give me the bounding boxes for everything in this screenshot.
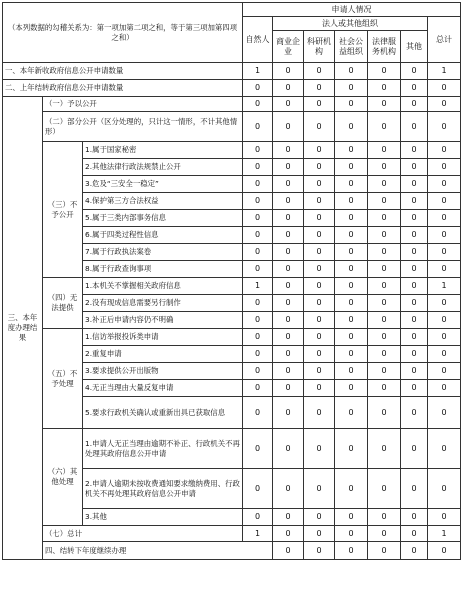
cell-value: 0 [335,329,368,346]
cell-value: 0 [243,176,273,193]
section-label-results: 三、本年度办理结果 [3,97,43,560]
cell-value: 0 [368,346,401,363]
row-label: 6.属于四类过程性信息 [83,227,243,244]
header-research: 科研机构 [304,31,335,63]
cell-value: 0 [273,176,304,193]
row-label: 3.补正后申请内容仍不明确 [83,312,243,329]
header-other: 其他 [401,31,428,63]
cell-value: 0 [428,542,461,560]
cell-value: 0 [401,193,428,210]
cell-value: 0 [401,363,428,380]
cell-value: 0 [335,193,368,210]
cell-value: 0 [335,429,368,469]
header-note: （本列数据的勾稽关系为：第一项加第二项之和，等于第三项加第四项之和） [3,3,243,63]
cell-value: 0 [368,112,401,142]
row-label: （二）部分公开（区分处理的，只计这一情形，不计其他情形） [43,112,243,142]
cell-value: 0 [335,97,368,112]
cell-value: 0 [273,542,304,560]
cell-value: 0 [368,509,401,526]
row-label: 5.要求行政机关确认或重新出具已获取信息 [83,397,243,429]
cell-value: 0 [368,159,401,176]
cell-value: 0 [304,244,335,261]
cell-value: 0 [428,227,461,244]
cell-value: 0 [335,312,368,329]
cell-value: 0 [335,244,368,261]
cell-value: 0 [428,312,461,329]
cell-value: 0 [428,380,461,397]
cell-value: 0 [304,210,335,227]
cell-value: 0 [243,244,273,261]
header-commercial: 商业企业 [273,31,304,63]
cell-value: 0 [335,542,368,560]
cell-value: 0 [335,63,368,80]
cell-value: 0 [335,278,368,295]
row-label: （一）予以公开 [43,97,243,112]
cell-value: 0 [368,227,401,244]
cell-value: 0 [273,397,304,429]
row-label: 四、结转下年度继续办理 [43,542,273,560]
cell-value: 0 [304,112,335,142]
cell-value: 0 [401,80,428,97]
table-row [3,526,461,542]
cell-value: 0 [304,278,335,295]
cell-value: 1 [243,526,273,542]
cell-value: 0 [335,227,368,244]
cell-value: 0 [243,312,273,329]
cell-value: 0 [401,210,428,227]
cell-value: 0 [304,363,335,380]
cell-value: 0 [428,295,461,312]
cell-value: 0 [304,227,335,244]
cell-value: 0 [273,244,304,261]
cell-value: 0 [428,509,461,526]
cell-value: 0 [368,193,401,210]
cell-value: 0 [428,363,461,380]
row-label: 2.申请人逾期未按收费通知要求缴纳费用、行政机关不再处理其政府信息公开申请 [83,469,243,509]
cell-value: 0 [401,227,428,244]
header-legal-service: 法律服务机构 [368,31,401,63]
cell-value: 0 [368,295,401,312]
cell-value: 0 [304,397,335,429]
header-applicant-situation: 申请人情况 [243,3,461,17]
row-label: 二、上年结转政府信息公开申请数量 [3,80,243,97]
cell-value: 0 [368,176,401,193]
row-label: 2.没有现成信息需要另行制作 [83,295,243,312]
cell-value: 0 [243,159,273,176]
cell-value: 0 [273,526,304,542]
cell-value: 0 [401,312,428,329]
cell-value: 0 [243,97,273,112]
cell-value: 0 [273,295,304,312]
cell-value: 0 [304,380,335,397]
cell-value: 0 [335,261,368,278]
cell-value: 0 [368,261,401,278]
row-label: 1.申请人无正当理由逾期不补正、行政机关不再处理其政府信息公开申请 [83,429,243,469]
row-label: 1.信访举报投诉类申请 [83,329,243,346]
cell-value: 0 [428,142,461,159]
cell-value: 0 [335,509,368,526]
cell-value: 0 [428,80,461,97]
cell-value: 0 [368,97,401,112]
cell-value: 0 [401,142,428,159]
cell-value: 0 [243,380,273,397]
cell-value: 0 [273,142,304,159]
cell-value: 0 [273,278,304,295]
cell-value: 0 [304,526,335,542]
header-legal-group: 法人或其他组织 [273,17,428,31]
cell-value: 0 [401,97,428,112]
cell-value: 0 [335,80,368,97]
cell-value: 0 [273,193,304,210]
cell-value: 0 [273,112,304,142]
cell-value: 0 [243,261,273,278]
cell-value: 0 [428,112,461,142]
row-label: 1.属于国家秘密 [83,142,243,159]
cell-value: 0 [304,80,335,97]
cell-value: 0 [401,397,428,429]
cell-value: 0 [401,542,428,560]
cell-value: 0 [304,295,335,312]
cell-value: 0 [428,469,461,509]
cell-value: 0 [401,346,428,363]
cell-value: 0 [401,380,428,397]
cell-value: 0 [243,346,273,363]
cell-value: 0 [273,469,304,509]
header-social: 社会公益组织 [335,31,368,63]
cell-value: 0 [368,80,401,97]
cell-value: 0 [304,329,335,346]
cell-value: 0 [368,380,401,397]
cell-value: 0 [335,363,368,380]
group-label-other-handling: （六）其他处理 [43,429,83,526]
cell-value: 0 [335,142,368,159]
cell-value: 0 [401,469,428,509]
cell-value: 0 [273,227,304,244]
header-natural-person: 自然人 [243,17,273,63]
cell-value: 0 [304,542,335,560]
cell-value: 0 [304,97,335,112]
cell-value: 0 [428,176,461,193]
cell-value: 0 [304,193,335,210]
cell-value: 0 [273,97,304,112]
cell-value: 0 [243,363,273,380]
table-row [3,63,461,80]
cell-value: 0 [368,329,401,346]
row-label: 3.危及“三安全一稳定” [83,176,243,193]
row-label: 一、本年新收政府信息公开申请数量 [3,63,243,80]
cell-value: 0 [368,278,401,295]
table-row [3,80,461,97]
row-label: 3.其他 [83,509,243,526]
cell-value: 0 [428,429,461,469]
cell-value: 0 [428,159,461,176]
group-label-not-processed: （五）不予处理 [43,329,83,429]
cell-value: 0 [304,312,335,329]
cell-value: 0 [368,469,401,509]
cell-value: 0 [335,397,368,429]
table-row [3,429,461,469]
cell-value: 1 [243,63,273,80]
cell-value: 0 [243,397,273,429]
cell-value: 0 [304,429,335,469]
cell-value: 0 [273,346,304,363]
row-label: 2.其他法律行政法规禁止公开 [83,159,243,176]
cell-value: 0 [243,329,273,346]
cell-value: 0 [401,295,428,312]
cell-value: 1 [428,526,461,542]
cell-value: 0 [401,329,428,346]
cell-value: 0 [428,244,461,261]
cell-value: 0 [273,363,304,380]
cell-value: 0 [335,159,368,176]
cell-value: 0 [401,509,428,526]
cell-value: 0 [304,63,335,80]
table-row [3,542,461,560]
cell-value: 0 [273,80,304,97]
cell-value: 0 [304,469,335,509]
cell-value: 0 [243,469,273,509]
row-label: 3.要求提供公开出版物 [83,363,243,380]
group-label-unavailable: （四）无法提供 [43,278,83,329]
cell-value: 0 [401,429,428,469]
cell-value: 0 [368,429,401,469]
cell-value: 0 [368,363,401,380]
disclosure-statistics-table [2,2,461,560]
row-label: 5.属于三类内部事务信息 [83,210,243,227]
cell-value: 0 [273,210,304,227]
header-total: 总计 [428,17,461,63]
row-label: 4.保护第三方合法权益 [83,193,243,210]
cell-value: 0 [368,244,401,261]
cell-value: 0 [368,63,401,80]
table-row [3,278,461,295]
table-row [3,112,461,142]
cell-value: 0 [273,261,304,278]
cell-value: 0 [428,397,461,429]
cell-value: 0 [273,159,304,176]
cell-value: 0 [243,429,273,469]
cell-value: 0 [428,329,461,346]
cell-value: 0 [304,159,335,176]
cell-value: 0 [401,63,428,80]
row-label: 1.本机关不掌握相关政府信息 [83,278,243,295]
cell-value: 0 [335,346,368,363]
table-row [3,142,461,159]
table-row [3,97,461,112]
cell-value: 0 [243,80,273,97]
cell-value: 0 [304,176,335,193]
row-label: 8.属于行政查询事项 [83,261,243,278]
cell-value: 0 [335,469,368,509]
cell-value: 0 [428,193,461,210]
cell-value: 0 [368,526,401,542]
cell-value: 0 [273,312,304,329]
cell-value: 0 [335,295,368,312]
cell-value: 0 [401,526,428,542]
cell-value: 0 [273,429,304,469]
cell-value: 0 [335,380,368,397]
row-label: 2.重复申请 [83,346,243,363]
cell-value: 0 [428,97,461,112]
cell-value: 0 [243,295,273,312]
cell-value: 0 [273,63,304,80]
group-label-withheld: （三）不予公开 [43,142,83,278]
cell-value: 0 [401,244,428,261]
cell-value: 0 [368,397,401,429]
cell-value: 0 [273,380,304,397]
cell-value: 0 [304,261,335,278]
cell-value: 0 [428,210,461,227]
row-label: 4.无正当理由大量反复申请 [83,380,243,397]
cell-value: 0 [368,210,401,227]
cell-value: 1 [243,278,273,295]
cell-value: 0 [304,142,335,159]
cell-value: 0 [243,210,273,227]
cell-value: 1 [428,278,461,295]
row-label: （七）总计 [43,526,243,542]
cell-value: 0 [304,346,335,363]
cell-value: 0 [243,112,273,142]
cell-value: 0 [401,112,428,142]
cell-value: 0 [243,193,273,210]
cell-value: 1 [428,63,461,80]
cell-value: 0 [368,542,401,560]
cell-value: 0 [304,509,335,526]
cell-value: 0 [335,210,368,227]
row-label: 7.属于行政执法案卷 [83,244,243,261]
cell-value: 0 [243,509,273,526]
cell-value: 0 [273,509,304,526]
cell-value: 0 [273,329,304,346]
cell-value: 0 [243,142,273,159]
cell-value: 0 [428,346,461,363]
cell-value: 0 [401,159,428,176]
cell-value: 0 [401,261,428,278]
table-row [3,329,461,346]
cell-value: 0 [428,261,461,278]
cell-value: 0 [335,526,368,542]
cell-value: 0 [401,176,428,193]
cell-value: 0 [243,227,273,244]
cell-value: 0 [401,278,428,295]
cell-value: 0 [335,112,368,142]
cell-value: 0 [335,176,368,193]
cell-value: 0 [368,142,401,159]
cell-value: 0 [368,312,401,329]
